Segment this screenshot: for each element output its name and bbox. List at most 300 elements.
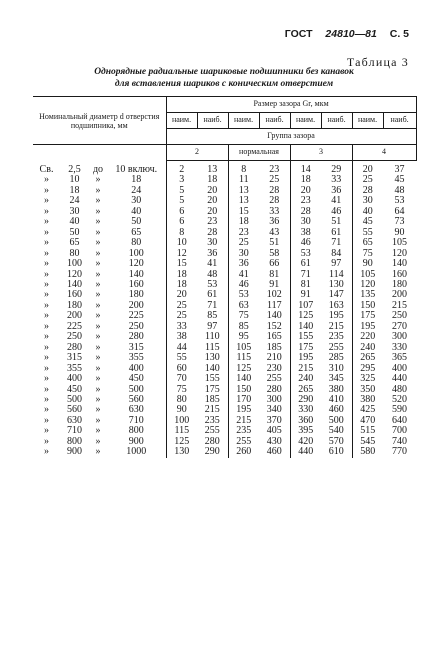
gap-max-value: 330 [392, 341, 408, 353]
table-row [33, 301, 416, 311]
gap-max-value: 540 [328, 425, 344, 437]
table-row [33, 343, 416, 353]
gap-max-value: 165 [266, 331, 282, 343]
gap-max-value: 185 [204, 393, 220, 405]
group-2-header: 2 [166, 145, 228, 161]
gap-min-value: 330 [290, 405, 321, 415]
range-from: 710 [67, 425, 82, 437]
gap-max-value: 570 [328, 435, 344, 447]
range-from: 450 [67, 383, 82, 395]
table-row [33, 353, 416, 363]
range-sep: » [95, 414, 101, 426]
range-from: 18 [69, 184, 80, 196]
gap-min-value: 8 [166, 228, 197, 238]
gap-max-value: 13 [207, 164, 218, 175]
table-row [33, 290, 416, 300]
gap-max-value: 400 [392, 362, 408, 374]
range-to: 140 [128, 268, 144, 280]
gap-min-value: 155 [290, 332, 321, 342]
gap-max-value: 300 [392, 331, 408, 343]
gap-min-value: 360 [290, 416, 321, 426]
range-sep: » [95, 184, 101, 196]
gap-min-value: 20 [166, 290, 197, 300]
gap-max-value: 18 [207, 174, 218, 186]
gap-min-value: 12 [166, 249, 197, 259]
gap-min-value: 2 [166, 165, 197, 175]
gap-max-value: 46 [331, 205, 342, 217]
gap-max-value: 25 [269, 174, 280, 186]
gap-min-value: 30 [352, 196, 383, 206]
gap-max-value: 36 [331, 184, 342, 196]
gap-max-value: 84 [331, 247, 342, 259]
gap-min-value: 125 [166, 437, 197, 447]
gap-max-value: 71 [331, 237, 342, 249]
range-from: 315 [67, 352, 82, 364]
table-row [33, 270, 416, 280]
table-row [33, 395, 416, 405]
gap-max-value: 20 [207, 195, 218, 207]
gap-min-value: 350 [352, 385, 383, 395]
range-to: 40 [131, 205, 142, 217]
row-prefix: » [44, 184, 49, 196]
diameter-header: Номинальный диаметр d отверстия подшипника, мм [33, 97, 166, 145]
range-from: 65 [69, 237, 80, 249]
range-to: 900 [128, 435, 144, 447]
range-to: 100 [128, 247, 144, 259]
gap-max-value: 81 [269, 268, 280, 280]
gap-min-value: 240 [352, 343, 383, 353]
range-to: 630 [128, 404, 144, 416]
gap-max-value: 130 [328, 278, 344, 290]
row-prefix: » [44, 268, 49, 280]
range-to: 180 [128, 289, 144, 301]
gap-min-value: 46 [228, 280, 259, 290]
table-row [33, 447, 416, 457]
table-row [33, 364, 416, 374]
gap-min-value: 44 [166, 343, 197, 353]
range-sep: » [95, 226, 101, 238]
range-sep: » [95, 446, 101, 458]
range-sep: » [95, 320, 101, 332]
gap-max-value: 215 [392, 299, 408, 311]
gap-min-value: 30 [290, 217, 321, 227]
gap-max-value: 310 [328, 362, 344, 374]
gap-max-value: 73 [394, 216, 405, 228]
gap-min-value: 25 [228, 238, 259, 248]
row-prefix: » [44, 299, 49, 311]
range-to: 200 [128, 299, 144, 311]
gap-max-value: 380 [328, 383, 344, 395]
range-from: 800 [67, 435, 82, 447]
gap-max-value: 270 [392, 320, 408, 332]
gap-max-value: 130 [204, 352, 220, 364]
gap-min-value: 38 [290, 228, 321, 238]
gap-max-value: 215 [204, 404, 220, 416]
page-header [275, 28, 409, 40]
table-title [56, 66, 392, 90]
gap-max-value: 210 [266, 352, 282, 364]
gap-max-value: 175 [204, 383, 220, 395]
gap-min-value: 150 [352, 301, 383, 311]
range-from: 30 [69, 205, 80, 217]
page-number: С. 5 [389, 28, 409, 40]
gap-min-value: 75 [228, 311, 259, 321]
range-from: 2,5 [68, 164, 81, 175]
table-row [33, 405, 416, 415]
row-prefix: » [44, 278, 49, 290]
max-header: наиб. [321, 113, 352, 129]
range-to: 65 [131, 226, 142, 238]
gap-max-value: 195 [328, 310, 344, 322]
gap-min-value: 470 [352, 416, 383, 426]
group-normal-header: нормальная [228, 145, 290, 161]
gap-min-value: 71 [290, 270, 321, 280]
table-row [33, 175, 416, 185]
gap-min-value: 3 [166, 175, 197, 185]
row-prefix: » [44, 414, 49, 426]
gap-min-value: 14 [290, 165, 321, 175]
range-sep: » [95, 310, 101, 322]
row-prefix: » [44, 216, 49, 228]
range-sep: » [95, 205, 101, 217]
min-header: наим. [228, 113, 259, 129]
gap-min-value: 125 [290, 311, 321, 321]
gap-max-value: 51 [269, 237, 280, 249]
gap-min-value: 95 [228, 332, 259, 342]
row-prefix: » [44, 247, 49, 259]
gap-min-value: 15 [228, 207, 259, 217]
gap-max-value: 105 [392, 237, 408, 249]
max-header: наиб. [197, 113, 228, 129]
max-header: наиб. [383, 113, 416, 129]
gap-min-value: 53 [290, 249, 321, 259]
gap-max-value: 97 [331, 258, 342, 270]
range-sep: » [95, 268, 101, 280]
clearance-table [33, 96, 417, 458]
gap-min-value: 120 [352, 280, 383, 290]
gap-min-value: 18 [166, 270, 197, 280]
range-from: 100 [67, 258, 82, 270]
range-to: 400 [128, 362, 144, 374]
range-to: 30 [131, 195, 142, 207]
gap-min-value: 33 [166, 322, 197, 332]
gap-min-value: 115 [228, 353, 259, 363]
range-from: 80 [69, 247, 80, 259]
table-row [33, 249, 416, 259]
gap-max-value: 140 [204, 362, 220, 374]
gap-max-value: 255 [266, 373, 282, 385]
gap-max-value: 235 [328, 331, 344, 343]
range-sep: » [95, 393, 101, 405]
group-4-header: 4 [352, 145, 416, 161]
range-from: 140 [67, 278, 82, 290]
row-prefix: » [44, 331, 49, 343]
standard-number: 24810—81 [325, 28, 377, 40]
row-prefix: » [44, 237, 49, 249]
table-row [33, 196, 416, 206]
group-header: Группа зазора [166, 129, 416, 145]
group-3-header: 3 [290, 145, 352, 161]
gap-min-value: 220 [352, 332, 383, 342]
range-from: 225 [67, 320, 82, 332]
range-sep: » [95, 373, 101, 385]
gap-min-value: 215 [290, 364, 321, 374]
gap-min-value: 425 [352, 405, 383, 415]
gap-max-value: 255 [204, 425, 220, 437]
row-prefix: » [44, 435, 49, 447]
gap-min-value: 45 [352, 217, 383, 227]
range-to: 80 [131, 237, 142, 249]
range-to: 800 [128, 425, 144, 437]
gap-max-value: 61 [207, 289, 218, 301]
gap-max-value: 590 [392, 404, 408, 416]
gap-max-value: 30 [207, 237, 218, 249]
gap-max-value: 117 [266, 299, 282, 311]
table-label: Таблица 3 [346, 55, 409, 69]
gap-max-value: 365 [392, 352, 408, 364]
row-prefix: » [44, 320, 49, 332]
gap-min-value: 107 [290, 301, 321, 311]
range-sep: » [95, 278, 101, 290]
table-row [33, 385, 416, 395]
range-from: 500 [67, 393, 82, 405]
gap-max-value: 640 [392, 414, 408, 426]
gap-min-value: 125 [228, 364, 259, 374]
gap-max-value: 115 [204, 341, 220, 353]
table-row [33, 238, 416, 248]
range-sep: » [95, 247, 101, 259]
gap-min-value: 36 [228, 259, 259, 269]
range-sep: » [95, 383, 101, 395]
table-row [33, 186, 416, 196]
range-from: 120 [67, 268, 82, 280]
gap-min-value: 195 [228, 405, 259, 415]
gap-max-value: 23 [269, 164, 280, 175]
table-row [33, 165, 416, 175]
range-sep: » [95, 435, 101, 447]
gap-min-value: 75 [352, 249, 383, 259]
gost-label: ГОСТ [284, 28, 313, 40]
gap-max-value: 45 [394, 174, 405, 186]
gap-min-value: 420 [290, 437, 321, 447]
gap-min-value: 10 [166, 238, 197, 248]
gap-max-value: 152 [266, 320, 282, 332]
gap-min-value: 255 [228, 437, 259, 447]
range-to: 50 [131, 216, 142, 228]
gap-min-value: 15 [166, 259, 197, 269]
gap-min-value: 11 [228, 175, 259, 185]
gap-max-value: 155 [204, 373, 220, 385]
table-row [33, 426, 416, 436]
gap-max-value: 460 [266, 446, 282, 458]
gap-max-value: 97 [207, 320, 218, 332]
table-row [33, 416, 416, 426]
table-row [33, 280, 416, 290]
gap-min-value: 25 [166, 311, 197, 321]
gap-min-value: 85 [228, 322, 259, 332]
gap-min-value: 90 [166, 405, 197, 415]
range-from: 355 [67, 362, 82, 374]
gap-min-value: 175 [352, 311, 383, 321]
gap-min-value: 140 [290, 322, 321, 332]
gap-min-value: 195 [352, 322, 383, 332]
gap-max-value: 405 [266, 425, 282, 437]
range-to: 315 [128, 341, 144, 353]
gap-min-value: 175 [290, 343, 321, 353]
table-row [33, 259, 416, 269]
range-to: 250 [128, 320, 144, 332]
gap-min-value: 70 [166, 374, 197, 384]
gap-min-value: 115 [166, 426, 197, 436]
range-to: 450 [128, 373, 144, 385]
range-sep: » [95, 341, 101, 353]
gap-min-value: 580 [352, 447, 383, 457]
gap-max-value: 480 [392, 383, 408, 395]
gap-max-value: 28 [207, 226, 218, 238]
gap-max-value: 520 [392, 393, 408, 405]
table-row [33, 207, 416, 217]
gap-min-value: 18 [228, 217, 259, 227]
gap-max-value: 370 [266, 414, 282, 426]
table-body [33, 161, 416, 458]
gap-max-value: 85 [207, 310, 218, 322]
min-header: наим. [352, 113, 383, 129]
gap-min-value: 13 [228, 196, 259, 206]
row-prefix: » [44, 174, 49, 186]
gap-min-value: 100 [166, 416, 197, 426]
gap-min-value: 240 [290, 374, 321, 384]
row-prefix: » [44, 195, 49, 207]
range-sep: » [95, 258, 101, 270]
min-header: наим. [166, 113, 197, 129]
row-prefix: » [44, 352, 49, 364]
gap-max-value: 185 [266, 341, 282, 353]
gap-max-value: 66 [269, 258, 280, 270]
gap-min-value: 60 [166, 364, 197, 374]
gap-max-value: 235 [204, 414, 220, 426]
gap-min-value: 23 [228, 228, 259, 238]
gap-min-value: 140 [228, 374, 259, 384]
title-line-1: Однорядные радиальные шариковые подшипники без канавок [94, 67, 354, 77]
gap-max-value: 140 [392, 258, 408, 270]
gap-max-value: 255 [328, 341, 344, 353]
gap-max-value: 410 [328, 393, 344, 405]
gap-min-value: 395 [290, 426, 321, 436]
gap-min-value: 265 [352, 353, 383, 363]
row-prefix: » [44, 205, 49, 217]
range-to: 24 [131, 184, 142, 196]
gap-min-value: 90 [352, 259, 383, 269]
gap-max-value: 285 [328, 352, 344, 364]
table-row [33, 437, 416, 447]
range-sep: » [95, 352, 101, 364]
gap-max-value: 280 [266, 383, 282, 395]
gap-min-value: 13 [228, 186, 259, 196]
table-row [33, 322, 416, 332]
range-sep: » [95, 195, 101, 207]
gap-min-value: 6 [166, 217, 197, 227]
table-row [33, 332, 416, 342]
gap-min-value: 440 [290, 447, 321, 457]
range-from: 50 [69, 226, 80, 238]
gap-min-value: 5 [166, 196, 197, 206]
gap-max-value: 740 [392, 435, 408, 447]
gap-max-value: 41 [207, 258, 218, 270]
gap-min-value: 53 [228, 290, 259, 300]
gap-max-value: 53 [394, 195, 405, 207]
gap-max-value: 290 [204, 446, 220, 458]
gap-min-value: 46 [290, 238, 321, 248]
gap-min-value: 91 [290, 290, 321, 300]
range-to: 160 [128, 278, 144, 290]
gap-max-value: 163 [328, 299, 344, 311]
gap-size-header: Размер зазора Gr, мкм [166, 97, 416, 113]
gap-min-value: 41 [228, 270, 259, 280]
gap-max-value: 71 [207, 299, 218, 311]
gap-max-value: 340 [266, 404, 282, 416]
range-sep: » [95, 404, 101, 416]
gap-max-value: 20 [207, 205, 218, 217]
gap-max-value: 33 [331, 174, 342, 186]
gap-max-value: 610 [328, 446, 344, 458]
range-from: 250 [67, 331, 82, 343]
range-from: 40 [69, 216, 80, 228]
gap-min-value: 105 [352, 270, 383, 280]
gap-max-value: 23 [207, 216, 218, 228]
gap-max-value: 20 [207, 184, 218, 196]
gap-max-value: 180 [392, 278, 408, 290]
gap-min-value: 150 [228, 385, 259, 395]
gap-max-value: 53 [207, 278, 218, 290]
gap-min-value: 40 [352, 207, 383, 217]
table-row [33, 217, 416, 227]
range-from: 10 [69, 174, 80, 186]
gap-min-value: 28 [290, 207, 321, 217]
gap-min-value: 545 [352, 437, 383, 447]
gap-max-value: 29 [331, 164, 342, 175]
range-sep: » [95, 425, 101, 437]
gap-max-value: 345 [328, 373, 344, 385]
gap-max-value: 28 [269, 195, 280, 207]
gap-min-value: 260 [228, 447, 259, 457]
row-prefix: » [44, 383, 49, 395]
gap-min-value: 235 [228, 426, 259, 436]
gap-min-value: 6 [166, 207, 197, 217]
range-sep: » [95, 174, 101, 186]
range-from: 160 [67, 289, 82, 301]
range-from: 200 [67, 310, 82, 322]
row-prefix: » [44, 289, 49, 301]
gap-min-value: 18 [166, 280, 197, 290]
row-prefix: » [44, 393, 49, 405]
range-to: 355 [128, 352, 144, 364]
gap-max-value: 48 [207, 268, 218, 280]
row-prefix: » [44, 310, 49, 322]
gap-min-value: 8 [228, 165, 259, 175]
gap-min-value: 290 [290, 395, 321, 405]
gap-max-value: 41 [331, 195, 342, 207]
range-from: 900 [67, 446, 82, 458]
gap-min-value: 170 [228, 395, 259, 405]
range-sep: » [95, 299, 101, 311]
row-prefix: » [44, 362, 49, 374]
row-prefix: » [44, 373, 49, 385]
range-sep: » [95, 362, 101, 374]
row-prefix: » [44, 258, 49, 270]
gap-max-value: 48 [394, 184, 405, 196]
gap-max-value: 230 [266, 362, 282, 374]
gap-max-value: 460 [328, 404, 344, 416]
